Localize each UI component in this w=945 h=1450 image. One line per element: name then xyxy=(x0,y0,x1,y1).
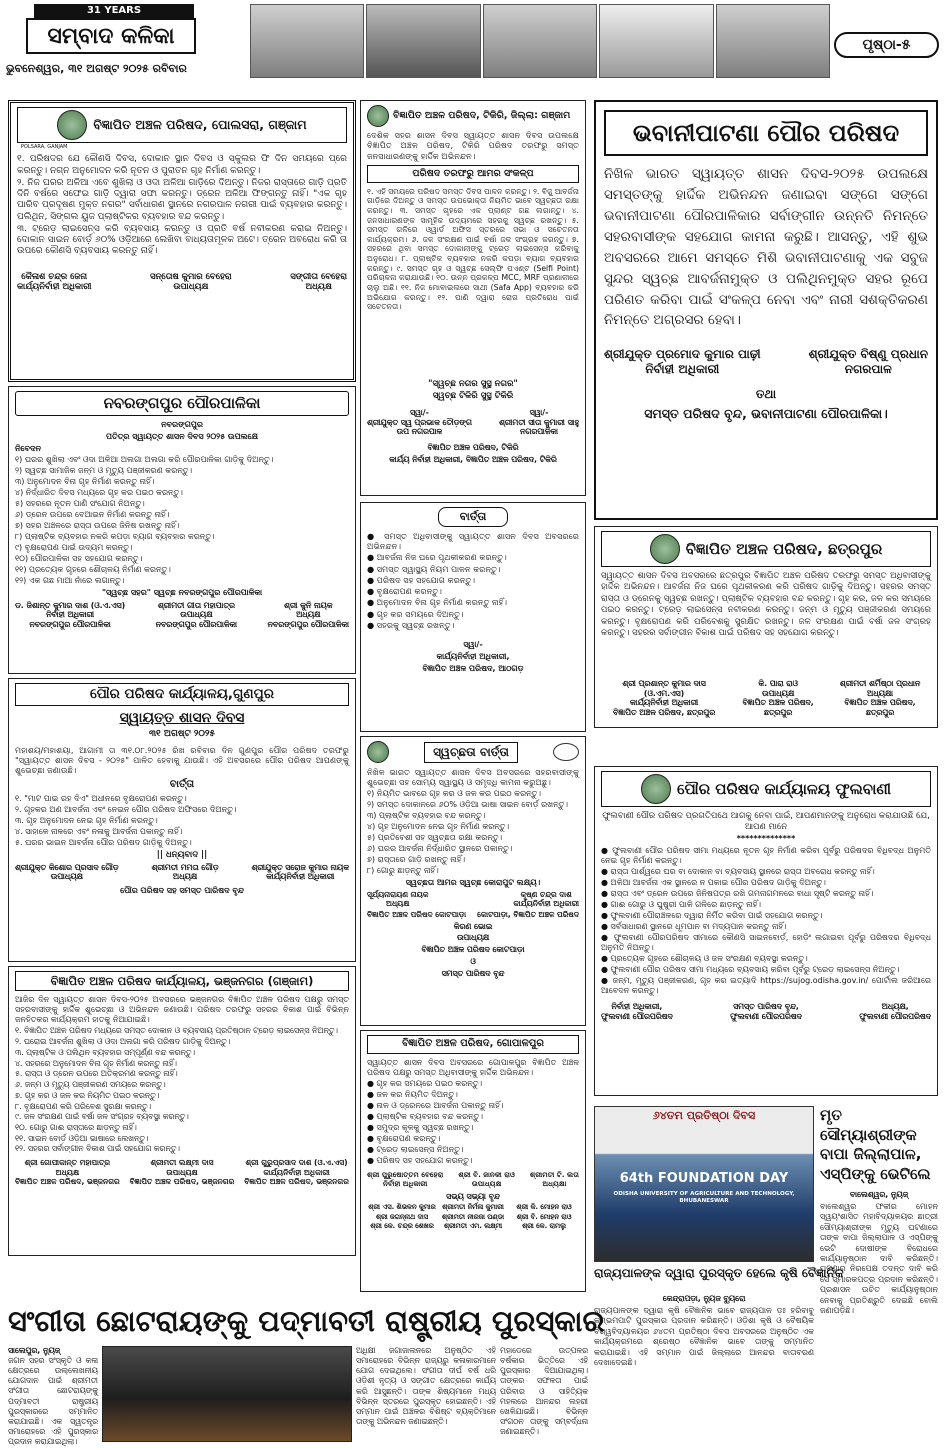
signatory: ଶ୍ରୀ କୁନି ନାୟକ ଅଧ୍ୟକ୍ଷ ନବରଙ୍ଗପୁର ପୌରପାଳିକା xyxy=(267,600,349,630)
thanks: || ଧନ୍ୟବାଦ || xyxy=(156,849,208,860)
members-grid xyxy=(367,1203,579,1230)
masthead-dateline: ଭୁବନେଶ୍ୱର, ୩୧ ଅଗଷ୍ଟ ୨୦୨୫ ରବିବାର xyxy=(6,62,187,75)
list-item: ୮. ବୃକ୍ଷରୋପଣ କରି ପରିବେଶ ସୁରକ୍ଷା କରନ୍ତୁ। xyxy=(15,1101,152,1111)
signature-row xyxy=(601,679,931,718)
list-item: ୬. ଜନ୍ମ ଓ ମୃତ୍ୟୁ ପଞ୍ଜୀକରଣ ସମୟରେ କରନ୍ତୁ। xyxy=(15,1080,166,1090)
list-item: ୯. ଜଳ ସଂରକ୍ଷଣ ପାଇଁ ବର୍ଷା ଜଳ ସଂଗ୍ରହ ବ୍ୟବସ୍ଥା କରନ୍ତୁ। xyxy=(15,1112,189,1122)
list-item: ● ଗାଈ ଗୋରୁ ଓ ଘୁଷୁରୀ ପାଳି ଗଳିରେ ଛାଡ଼ନ୍ତୁ ନାହିଁ। xyxy=(601,900,761,910)
signatory: ଶ୍ରୀ ବି. ଜାନକୀ ରାଓ ଉପାଧ୍ୟକ୍ଷ xyxy=(458,1169,515,1188)
list-item: ୧. ପରିଷଦର ଯେ କୌଣସି ଦିବସ, ଦୋକାନ ସ୍ଥାନ ଦିବସ ଓ ସ୍କୁଲର ଫି ଦିନ ସମୟରେ ପ୍ରେ କରନ୍ତୁ। ନଗ୍ନ ଅନୁମୋଦନ କରି ନୂତନ ଓ ପୁରାତନ ଗୃହ ନିର୍ମାଣ କରନ୍ତୁ। xyxy=(17,154,347,176)
soumya-body: ବାଲେଶ୍ୱର ଫକୀର ମୋହନ ସ୍ୱୟଂଶାସିତ ମହାବିଦ୍ୟାଳୟର ଛାତ୍ରୀ ସୌମ୍ୟାଶ୍ରୀଙ୍କ ମୃତ୍ୟୁ ଘଟଣାରେ ତାଙ୍କ ବାପା ଜିଲ୍ଲାପାଳ ଓ ଏସ୍‌ପିଙ୍କୁ ଭେଟି ଦୋଷୀଙ୍କ ବିରୋଧରେ କାର୍ଯ୍ୟାନୁଷ୍ଠାନ ଦାବି କରିଛନ୍ତି। ଘଟଣାର ନିରପେକ୍ଷ ତଦନ୍ତ ଦାବି କରି ସେ ସ୍ମାରକପତ୍ର ପ୍ରଦାନ କରିଛନ୍ତି। ପ୍ରଶାସନ ଉଚିତ କାର୍ଯ୍ୟାନୁଷ୍ଠାନ ନେବାକୁ ପ୍ରତିଶ୍ରୁତି ଦେଇଛି ବୋଲି ଜଣାପଡ଼ିଛି। xyxy=(820,1202,938,1315)
signatory: ଶ୍ରୀଯୁକ୍ତ ପ୍ରମୋଦ କୁମାର ପାଢ଼ୀ ନିର୍ବାହୀ ଅଧିକାରୀ xyxy=(604,347,761,377)
list-item: ● ସମସ୍ତ ସ୍ୱାସ୍ଥ୍ୟ ନିୟମ ପାଳନ କରନ୍ତୁ। xyxy=(367,563,501,574)
krushi-dateline: କେନ୍ଦ୍ରାପଡ଼ା, ନ୍ୟୁଜ ବ୍ୟୁରୋ xyxy=(662,1294,746,1303)
masthead-photo-strip xyxy=(250,4,830,78)
ad-title: ବାର୍ତ୍ତା xyxy=(438,507,508,527)
signature-row xyxy=(15,1158,349,1186)
signature-row xyxy=(367,1170,579,1188)
ad-nabarangpur xyxy=(8,386,356,674)
ad-title: ନବରଙ୍ଗପୁର ପୌରପାଳିକା xyxy=(15,391,349,416)
list-item: ● ସହରକୁ ସ୍ୱଚ୍ଛ ରଖନ୍ତୁ। xyxy=(367,619,455,630)
masthead-left xyxy=(6,4,246,82)
list-item: ୩) ଅନୁମୋଦନ ବିନା ଗୃହ ନିର୍ମାଣ କରନ୍ତୁ ନାହିଁ। xyxy=(15,476,155,486)
footer-2: କାର୍ଯ୍ୟନିର୍ବାହୀ ଅଧିକାରୀ, xyxy=(436,652,510,661)
list-item: ୮) ଗୋରୁ ଛାଡ଼ନ୍ତୁ ନାହିଁ। xyxy=(367,865,439,875)
list-item: ୨. ନିଜ ଘରର ଅଳିଆ ଏବେ ଶୁଖିଲା ଓ ଓଦା ଅଳିଆ ଗାଡ଼ିରେ ଦିଅନ୍ତୁ। ନିଜର ରାସ୍ତାରେ ଗାଡ଼ି ପ୍ରତି ଦିନି ବର୍ଷରେ ସଫେଇ ଗାଡ଼ି ଦ୍ୱାରା ସଫା କରନ୍ତୁ। ଡ୍ରେନ ଅଳିଆ ଫିଙ୍ଗନ୍ତୁ ନାହିଁ। "ଏକ ଗୃହ ପାରିବ ପ୍ରଦୂଷଣ ମୁକ୍ତ ନଗର" ସର୍ବାଧାରଣ ସ୍ଥାନରେ ନଗରପାଳ ନଗରୀ ପାଇଁ ବ୍ୟବହାର କରନ୍ତୁ। ପଲିଥିନ, ସିଙ୍ଗଲ ୟୁଜ ପ୍ଲାଷ୍ଟିକର ବ୍ୟବହାର ବନ୍ଦ କରନ୍ତୁ। xyxy=(17,177,347,222)
signatory: ଶ୍ରୀମତୀ ଗୀତା ମହାପାତ୍ର ଉପାଧ୍ୟକ୍ଷ ନବରଙ୍ଗପୁର ପୌରପାଳିକା xyxy=(155,600,238,630)
swachh-bharat-icon xyxy=(553,743,579,761)
tatha: ତଥା xyxy=(755,387,777,402)
ad-title-text: ବିଜ୍ଞାପିତ ଅଞ୍ଚଳ ପରିଷଦ, ଛତ୍ରପୁର xyxy=(685,539,883,558)
ad-title: ବିଜ୍ଞାପିତ ଅଞ୍ଚଳ ପରିଷଦ, ଗୋପାଳପୁର xyxy=(367,1035,579,1054)
footer-3: ସମସ୍ତ ପାରିଷଦ ବୃନ୍ଦ xyxy=(441,968,505,978)
sangita-headline: ସଂଗୀତା ଛୋଟରାୟଙ୍କୁ ପଦ୍ମାବତୀ ରାଷ୍ଟ୍ରୀୟ ପୁରସ୍କାର xyxy=(8,1304,605,1338)
list-item: ୧୦. ଗୋରୁ ଗାଈ ରାସ୍ତାରେ ଛାଡ଼ନ୍ତୁ ନାହିଁ। xyxy=(15,1122,137,1132)
member: ଶ୍ରୀମତୀ ନିର୍ମଳା କୁମାରୀ xyxy=(442,1203,504,1212)
member: ଶ୍ରୀ କେ. ରାମଲୁ xyxy=(522,1222,566,1231)
slogan-2: ସ୍ୱଚ୍ଛ ଟିକିରି ସୁସ୍ଥ ଟିକିରି xyxy=(432,391,514,402)
member: ଶ୍ରୀ ଏସ. ଶିଭଳନ କୁମାର xyxy=(368,1203,436,1212)
list-item: ● ଟ୍ରେଡ଼ ଲାଇସେନ୍ସ ନିଅନ୍ତୁ। xyxy=(367,1144,464,1154)
intro-text: ଆଜିର ଦିନ ସ୍ୱାୟତ୍ତ ଶାସନ ଦିବସ-୨୦୨୫ ଅବସରରେ ଭଞ୍ଜନଗର ବିଜ୍ଞାପିତ ଅଞ୍ଚଳ ପରିଷଦ ପକ୍ଷରୁ ସମସ୍ତ ସହରବାସୀଙ୍କୁ ହାର୍ଦ୍ଦିକ ଶୁଭେଚ୍ଛା ଓ ଅଭିନନ୍ଦନ ଜଣାଉଛି। ପରିଷଦ ତରଫରୁ ସହରର ବିକାଶ ପାଇଁ ବିଭିନ୍ନ ଜନହିତକର କାର୍ଯ୍ୟକ୍ରମ ହାତକୁ ନିଆଯାଇଛି। xyxy=(15,995,349,1025)
footer-1: ବିଜ୍ଞାପିତ ଅଞ୍ଚଳ ପରିଷଦ କୋଟପାଡ଼ା xyxy=(421,945,525,955)
signatory: ସ୍ୱା/- ଶ୍ରୀଯୁକ୍ତ ସ୍ୱ ପ୍ରଭାକ ତୌଡ଼ଙ୍ଗ ଉପ ନଗରପାଳ xyxy=(367,407,472,437)
footer-3: ବିଜ୍ଞାପିତ ଅଞ୍ଚଳ ପରିଷଦ, ଆଠଗଡ଼ xyxy=(422,664,524,673)
banner-english: 64th FOUNDATION DAY xyxy=(619,1171,789,1186)
lead: ନିବେଦନ xyxy=(15,443,41,453)
list-item: ● ଫୁଲବାଣୀ ପୌରପରିଷଦ ସୀମାରେ କୌଣସି ସାଇନବୋର୍ଡ଼, ହୋଡ଼ିଂ ଲଗାଇବା ପୂର୍ବରୁ ପରିଷଦର ବିଧିବଦ୍ଧ ଅନୁମତି ନିଅନ୍ତୁ। xyxy=(601,933,931,953)
list-item: ୪) ନିର୍ଦ୍ଧାରିତ ଦିବସ ମଧ୍ୟରେ ଗୃହ କର ପଇଠ କରନ୍ତୁ। xyxy=(15,487,183,497)
signatory: ସନ୍ତୋଷ କୁମାର ବେହେରା ଉପାଧ୍ୟକ୍ଷ xyxy=(150,271,232,293)
list-item: ୪. ସହରରେ ଅନୁମୋଦନ ବିନା ଗୃହ ନିର୍ମାଣ କରନ୍ତୁ ନାହିଁ। xyxy=(15,1058,177,1068)
signatory: କି. ପାରା ରାଓ ଉପାଧ୍ୟକ୍ଷ ବିଜ୍ଞାପିତ ଅଞ୍ଚଳ ପରିଷଦ, ଛତ୍ରପୁର xyxy=(742,679,814,718)
member: ଶ୍ରୀମତୀ ଏମ. ଲକ୍ଷ୍ମୀ xyxy=(443,1222,503,1231)
body-text: ସ୍ୱାୟତ୍ତ ଶାସନ ଦିବସ ଅବସରରେ ଛତ୍ରପୁର ବିଜ୍ଞାପିତ ଅଞ୍ଚଳ ପରିଷଦ ତରଫରୁ ସମସ୍ତ ଅଧିବାସୀଙ୍କୁ ହାର୍ଦ୍ଦିକ ଅଭିନନ୍ଦନ। ଆବର୍ଜନା ନିଜ ଘରେ ପୃଥକୀକରଣ କରି ପରିଷଦ ଗାଡ଼ିକୁ ଦିଅନ୍ତୁ। ସହରର ସମସ୍ତ ରାସ୍ତା ଓ ଡ୍ରେନକୁ ସ୍ୱଚ୍ଛ ରଖନ୍ତୁ। ପ୍ଲାଷ୍ଟିକ ବ୍ୟବହାର ବନ୍ଦ କରନ୍ତୁ। ଗୃହ କର, ଜଳ କର ସମୟରେ ପଇଠ କରନ୍ତୁ। ଟ୍ରେଡ଼ ଲାଇସେନ୍ସ ନବୀକରଣ କରନ୍ତୁ। ଜନ୍ମ ଓ ମୃତ୍ୟୁ ପଞ୍ଜୀକରଣ ସମୟରେ କରନ୍ତୁ। ବୃକ୍ଷରୋପଣ କରି ପରିବେଶକୁ ସୁରକ୍ଷିତ ରଖନ୍ତୁ। ଜଳ ସଂରକ୍ଷଣ ପାଇଁ ବର୍ଷା ଜଳ ସଂଗ୍ରହ କରନ୍ତୁ। ସହରର ସର୍ବାଙ୍ଗୀନ ବିକାଶ ପାଇଁ ପରିଷଦ ସହ ସହଯୋଗ କରନ୍ତୁ। xyxy=(601,571,931,639)
signatory: ଶ୍ରୀ ପୁରୁଷୋତ୍ତମ ବେହେରା ନିର୍ବାହୀ ଅଧିକାରୀ xyxy=(367,1169,444,1188)
org-name: ବିଜ୍ଞାପିତ ଅଞ୍ଚଳ ପରିଷଦ କୋଟପାଡ଼ା xyxy=(367,910,467,920)
award-ceremony-photo xyxy=(102,1346,352,1442)
list-item: ● ନାଳ ଓ ଡ୍ରେନରେ ଆବର୍ଜନା ପକାନ୍ତୁ ନାହିଁ। xyxy=(367,1100,504,1110)
org-name: କୋଟପାଡ଼ା, ବିଜ୍ଞାପିତ ଅଞ୍ଚଳ ପରିଷଦ xyxy=(477,910,579,920)
list-item: ୯) ବୃକ୍ଷରୋପଣ ପାଇଁ ଉଦ୍ୟମ କରନ୍ତୁ। xyxy=(15,542,133,552)
signatory: ଶ୍ରୀ ଗୋପୀକାନ୍ତ ମହାପାତ୍ର ଅଧ୍ୟକ୍ଷ ବିଜ୍ଞାପିତ ଅଞ୍ଚଳ ପରିଷଦ, ଭଞ୍ଜନଗର xyxy=(15,1158,120,1187)
list-item: ● ସର୍ବସାଧାରଣ ସ୍ଥାନରେ ଧୂମପାନ ବା ମଦ୍ୟପାନ କରନ୍ତୁ ନାହିଁ। xyxy=(601,922,787,932)
ad-polsara xyxy=(8,100,356,382)
list-item: ● ବୃକ୍ଷରୋପଣ କରନ୍ତୁ। xyxy=(367,586,442,596)
ad-title-text: ବିଜ୍ଞାପିତ ଅଞ୍ଚଳ ପରିଷଦ, ପୋଲସରା, ଗଞ୍ଜାମ xyxy=(93,117,307,133)
signatory: ନିର୍ବାହୀ ଅଧିକାରୀ, ଫୁଲବାଣୀ ପୌରପରିଷଦ xyxy=(601,1002,673,1021)
slogan: "ସ୍ୱଚ୍ଛ ସହର" ସ୍ୱଚ୍ଛ ନବରଙ୍ଗପୁର ପୌରପାଳିକା xyxy=(101,587,263,597)
intro-text: ଫୁଲବାଣୀ ପୌର ପରିଷଦ ପ୍ରଗତିପଥେ ଆଗକୁ ନେବା ପାଇଁ, ଆପଣମାନଙ୍କୁ ଅନୁରୋଧ କରାଯାଉଛି ଯେ, ଆପଣ ମାନେ xyxy=(602,811,930,832)
banner-university: ODISHA UNIVERSITY OF AGRICULTURE AND TECHNOLOGY, BHUBANESWAR xyxy=(613,1191,795,1204)
list-item: ୧୨) ଏକ ଗଛ ମାଆ ନାଁରେ ଲଗାନ୍ତୁ। xyxy=(15,575,125,585)
list-item: ୧. ବିଜ୍ଞାପିତ ଅଞ୍ଚଳ ପରିଷଦ ମଧ୍ୟରେ ସମସ୍ତ ଦୋକାନ ଓ ବ୍ୟବସାୟ ପ୍ରତିଷ୍ଠାନ ଟ୍ରେଡ଼ ଲାଇସେନ୍ସ ନିଅନ୍ତୁ। xyxy=(15,1026,338,1036)
footer-2: କାର୍ଯ୍ୟ ନିର୍ବାହୀ ଅଧିକାରୀ, ବିଜ୍ଞାପିତ ଅଞ୍ଚଳ ପରିଷଦ, ଟିକିରି xyxy=(389,454,557,464)
list-item: ୧୨. ସହରର ସର୍ବାଙ୍ଗୀନ ବିକାଶ ପାଇଁ ସହଯୋଗ କରନ୍ତୁ। xyxy=(15,1144,180,1154)
ad-barta xyxy=(360,502,586,732)
ad-tikiri-title xyxy=(367,105,579,127)
ad-header xyxy=(367,741,579,763)
list-item: ୭) ସହର ଅଞ୍ଚଳରେ ରାସ୍ତା ଉପରେ ଜିନିଷ ରଖନ୍ତୁ ନାହିଁ। xyxy=(15,520,180,530)
signature-row xyxy=(17,272,347,293)
list-item: ● ଜନ୍ମ, ମୃତ୍ୟୁ ପଞ୍ଜୀକରଣ, ଗୃହ କର ଇତ୍ୟାଦି https://sujog.odisha.gov.in/ ପୋର୍ଟାଲ ଜରିଆରେ ଆବେଦନ କରନ୍ତୁ। xyxy=(601,976,931,996)
list-item: ● ଗୃହ କର ସମୟରେ ଦିଅନ୍ତୁ। xyxy=(367,608,464,619)
signatory: ଶ୍ରୀମତୀ ଟି. ଲତା ଅଧ୍ୟକ୍ଷା xyxy=(529,1169,579,1188)
signatory: ଶ୍ରୀମତୀ ଶର୍ମିଷ୍ଠା ପ୍ରଧାନ ଅଧ୍ୟକ୍ଷା ବିଜ୍ଞାପିତ ଅଞ୍ଚଳ ପରିଷଦ, ଛତ୍ରପୁର xyxy=(839,679,921,718)
list-item: ୧୧) ପ୍ରତ୍ୟେକ ଗୃହରେ ଶୌଚାଳୟ ନିର୍ମାଣ କରନ୍ତୁ। xyxy=(15,564,171,574)
list-item: ୮) ପ୍ଲାଷ୍ଟିକ ବ୍ୟବହାର ନକରି କପଡ଼ା ବ୍ୟାଗ ବ୍ୟବହାର କରନ୍ତୁ। xyxy=(15,531,215,541)
signatory: କୈଳାଶ ଚନ୍ଦ୍ର ଜେନା କାର୍ଯ୍ୟନିର୍ବାହୀ ଅଧିକାରୀ xyxy=(17,271,92,293)
ad-bhanjanagar xyxy=(8,966,356,1256)
soumya-headline: ମୃତ ସୌମ୍ୟାଶ୍ରୀଙ୍କ ବାପା ଜିଲ୍ଲାପାଳ, ଏସ୍‌ପିଙ୍କୁ ଭେଟିଲେ xyxy=(820,1106,931,1183)
footer: ପୌର ପରିଷଦ ସହ ସମସ୍ତ ପାରିଷଦ ବୃନ୍ଦ xyxy=(120,885,244,895)
list-item: ● ଅନୁମୋଦନ ବିନା ଗୃହ ନିର୍ମାଣ କରନ୍ତୁ ନାହିଁ। xyxy=(367,597,508,608)
list-item: ● ଆବର୍ଜନା ନିଜ ଘରେ ପୃଥକୀକରଣ କରନ୍ତୁ। xyxy=(367,552,507,563)
slogan: ସ୍ୱଚ୍ଛତା ଆମର ସ୍ୱଚ୍ଛ କୋରାପୁଟ ଲକ୍ଷ୍ୟ। xyxy=(405,877,541,887)
member: ଶ୍ରୀ କି. ମୋହନ ରାଓ xyxy=(516,1203,572,1212)
list-item: ● ଫୁଲବାଣୀ ପୌର ପରିଷଦ ସୀମା ମଧ୍ୟରେ ବ୍ୟବସାୟ କରିବା ପୂର୍ବରୁ ଟ୍ରେଡ଼ ଲାଇସେନ୍ସ ନିଅନ୍ତୁ। xyxy=(601,965,900,975)
member: ଶ୍ରୀ ବି. ମୋହନ ରାଓ xyxy=(516,1212,572,1221)
masthead-photo xyxy=(483,4,597,78)
item-list xyxy=(15,455,349,586)
chatrapur-emblem-icon xyxy=(650,534,680,564)
intro-text: ନିଖିଳ ଭାରତ ସ୍ୱାୟତ୍ତ ଶାସନ ଦିବସ ଅବସରରେ ସହରବାସୀଙ୍କୁ ଶୁଭେଚ୍ଛା ସହ ସୋମ୍ୟ ସ୍ୱାସ୍ଥ୍ୟ ଓ ସମୃଦ୍ଧି କାମନା କରୁଅଛୁ। xyxy=(367,767,579,788)
emblem-caption: POLSARA, GANJAM xyxy=(21,144,68,150)
signatory: ସ୍ୱା/- ଶ୍ରୀମତୀ ସୀତା କୁମାରୀ ସାହୁ ନଗରପାଳିକା xyxy=(498,407,579,437)
footer-2: ଓ xyxy=(470,956,476,966)
list-item: ● ରାସ୍ତା ପାର୍ଶ୍ୱରେ ଘର ବା ଦୋକାନ ବା ବ୍ୟବସାୟ ସ୍ଥାନରେ ରାସ୍ତା ଅବରୋଧ କରନ୍ତୁ ନାହିଁ। xyxy=(601,867,875,877)
vice-chair-role: ଉପାଧ୍ୟକ୍ଷ xyxy=(456,933,490,943)
ad-chatrapur xyxy=(594,526,938,728)
sub-1: ନବରଙ୍ଗପୁର xyxy=(161,419,203,429)
slogan: "ସ୍ୱଚ୍ଛ ନଗର ସୁସ୍ଥ ନଗର" xyxy=(428,378,518,389)
sangita-col-1: ଜଗନ ସହର ସଂସ୍କୃତି ଓ କଳା କ୍ଷେତ୍ରରେ ଉଲ୍ଲେଖନୀୟ ଯୋଗଦାନ ପାଇଁ ଶ୍ରୀମତୀ ସଂଗୀତା ଛୋଟରାୟଙ୍କୁ ପଦ୍ମାବତୀ ରାଷ୍ଟ୍ରୀୟ ପୁରସ୍କାରରେ ସମ୍ମାନିତ କରାଯାଇଛି। ଏକ ସ୍ୱତନ୍ତ୍ର ସମାରୋହରେ ଏହି ପୁରସ୍କାର ପ୍ରଦାନ କରାଯାଇଥିଲା। xyxy=(8,1356,98,1446)
polsara-emblem-icon xyxy=(57,110,87,140)
ad-tikiri xyxy=(360,100,586,496)
ad-title: ସ୍ୱଚ୍ଛତା ବାର୍ତ୍ତା xyxy=(424,742,518,763)
list-item: ୨. ଗୃହକର ଅଣ ଆବର୍ଜନା ଏବଂ ନେଇନ ପୌର ପରିଷଦ ଅଫିସରେ ଦିଅନ୍ତୁ। xyxy=(15,804,237,814)
members-heading: ସଭ୍ୟ ସଭ୍ୟା ବୃନ୍ଦ xyxy=(446,1191,500,1201)
member: ଶ୍ରୀ କେ. ଚନ୍ଦ୍ର ଶେଖର xyxy=(370,1222,434,1231)
list-item: ● ପ୍ରତ୍ୟେକ ଗୃହରେ ଶୌଚାଳୟ ଓ ଜଳ ସଂରକ୍ଷଣ ବ୍ୟବସ୍ଥା କରନ୍ତୁ। xyxy=(601,954,808,964)
footer: ବିଜ୍ଞାପିତ ଅଞ୍ଚଳ ପରିଷଦ, ଟିକିରି xyxy=(427,443,519,453)
list-item: ● ଜଳ କର ନିୟମିତ ଦିଅନ୍ତୁ। xyxy=(367,1089,458,1099)
list-item: ୫. ଘରର ଭାଇନ ଆବର୍ଜନା ପୌର ପରିଷଦ ଗାଡ଼ିକୁ ଦିଅନ୍ତୁ। xyxy=(15,837,192,847)
phulbani-emblem-icon xyxy=(641,774,671,804)
list-item: ୫) ପ୍ରତିବେଶୀ ସହ ସ୍ୱଚ୍ଛତା ରକ୍ଷା କରନ୍ତୁ। xyxy=(367,832,503,842)
list-item: ● ପରିଷଦ ସହ ସହଯୋଗ କରନ୍ତୁ। xyxy=(367,574,476,585)
signatory: ସୂର୍ଯ୍ୟନାରାୟଣ ନାୟକ ଅଧ୍ୟକ୍ଷ xyxy=(367,889,429,908)
list-item: ୬) ଡ୍ରେନ ଉପରେ ବେଆଇନ ନିର୍ମାଣ କରନ୍ତୁ ନାହିଁ। xyxy=(15,509,170,519)
list-item: ୩. ଟ୍ରେଡ଼ ଲାଇସେନ୍ସ କରି ବ୍ୟବସାୟ କରନ୍ତୁ ଓ ପ୍ରତି ବର୍ଷ ନବୀକରଣ କରାଇ ନିଅନ୍ତୁ। ଦୋକାନ ସାଇନ ବୋର୍ଡ଼ ୬୦% ଓଡ଼ିଆରେ ଲେଖିବା ବାଧ୍ୟତାମୂଳକ ଅଟେ। ତ୍ରେନ ଅବରୋଧ କରି ତା ଉପରେ କୌଣସି ବ୍ୟବସାୟ କରନ୍ତୁ ନାହିଁ। xyxy=(17,223,347,257)
signatory: ଶ୍ରୀଯୁକ୍ତ ସରୋଜ କୁମାର ନାୟକ କାର୍ଯ୍ୟନିର୍ବାହୀ ଅଧିକାରୀ xyxy=(251,862,349,882)
ad-bhawani-title: ଭବାନୀପାଟଣା ପୌର ପରିଷଦ xyxy=(604,110,928,156)
signature-row xyxy=(367,890,579,909)
signature-row xyxy=(367,408,579,437)
intro-text: ସ୍ୱାୟତ୍ତ ଶାସନ ଦିବସ ଅବସରରେ ଗୋପାଳପୁର ବିଜ୍ଞାପିତ ଅଞ୍ଚଳ ପରିଷଦ ପକ୍ଷରୁ ସମସ୍ତ ଅଧିବାସୀଙ୍କୁ ହାର୍ଦ୍ଦିକ ଅଭିନନ୍ଦନ। xyxy=(367,1057,579,1077)
list-item: ● ରାସ୍ତା ଏବଂ ଡ୍ରେନ ଉପରେ ଜିନିଷପତ୍ର ରଖି ଗମନାଗମନରେ ବାଧା ସୃଷ୍ଟି କରନ୍ତୁ ନାହିଁ। xyxy=(601,889,874,899)
signature-row xyxy=(15,863,349,882)
krushi-headline: ରାଜ୍ୟପାଳଙ୍କ ଦ୍ୱାରା ପୁରସ୍କୃତ ହେଲେ କୃଷି ବୈଜ୍ଞାନିକ xyxy=(594,1266,844,1280)
ad-title-text: ବିଜ୍ଞାପିତ ଅଞ୍ଚଳ ପରିଷଦ, ଟିକିରି, ଜିଲ୍ଲା: ଗଞ୍ଜାମ xyxy=(393,110,571,122)
list-item: ● ପ୍ଲାଷ୍ଟିକ ବ୍ୟବହାର ବନ୍ଦ କରନ୍ତୁ। xyxy=(367,1111,483,1121)
ad-title xyxy=(601,531,931,567)
list-item: ● ଅଳିଆ ଆବର୍ଜନା ଏକ ସ୍ଥାନରେ ନ ପକାଇ ପୌର ପରିଷଦ ଗାଡ଼ିକୁ ଦିଅନ୍ତୁ। xyxy=(601,878,826,888)
ad-phulbani xyxy=(594,766,938,1096)
list-item: ୫) ସହରରେ ନୂତନ ପାଣି ସଂଯୋଗ ନିଅନ୍ତୁ। xyxy=(15,498,145,508)
list-item: ୧୦) ପୌରପାଳିକା ସହ ସହଯୋଗ କରନ୍ତୁ। xyxy=(15,553,143,563)
member: ଶ୍ରୀ ଜଗନ୍ନାଥ ଦାସ xyxy=(375,1212,429,1221)
list-item: ୬) ଘରର ଆବର୍ଜନା ନିର୍ଦ୍ଧାରିତ ସ୍ଥାନରେ ପକାନ୍ତୁ। xyxy=(367,843,513,853)
koraput-emblem-icon xyxy=(367,741,389,763)
signature-row xyxy=(604,347,928,377)
masthead-photo xyxy=(250,4,364,78)
signatory: ଶ୍ରୀଯୁକ୍ତ କିଶୋର ପ୍ରସାଦ ଗୌଡ଼ ଉପାଧ୍ୟକ୍ଷ xyxy=(15,862,119,882)
list-item: ୪. ସାହାଳେ ନାଳରେ ଏବଂ ନଳାକୁ ଆବର୍ଜନା ପକାନ୍ତୁ ନାହିଁ। xyxy=(15,826,183,836)
signatory: ସମସ୍ତ ପାରିଷଦ ବୃନ୍ଦ, ଫୁଲବାଣୀ ପୌରପରିଷଦ xyxy=(730,1002,802,1021)
list-item: ୧. "ମାଟ ପାଇ ରହ ଦିଏ" ଅଧୀନରେ ବୃକ୍ଷରୋପଣ କରନ୍ତୁ। xyxy=(15,793,187,803)
ad-title: ପୌର ପରିଷଦ କାର୍ଯ୍ୟାଳୟ,ଗୁଣପୁର xyxy=(15,683,349,706)
newspaper-logo: ସମ୍ବାଦ କଳିକା xyxy=(26,18,196,54)
signature-row xyxy=(15,601,349,630)
ad-gunupur xyxy=(8,678,356,962)
list-item: ● ସମସ୍ତ ଅଧିବାସୀଙ୍କୁ ସ୍ୱାୟତ୍ତ ଶାସନ ଦିବସ ଅବସରରେ ଅଭିନନ୍ଦନ। xyxy=(367,530,579,551)
subheading: ପରିଷଦ ତରଫରୁ ଆମର ସଂକଳ୍ପ xyxy=(367,165,579,183)
body-text: ନିଖିଳ ଭାରତ ସ୍ୱାୟତ୍ତ ଶାସନ ଦିବସ-୨୦୨୫ ଉପଲକ୍ଷେ ସମସ୍ତଙ୍କୁ ହାର୍ଦ୍ଦିକ ଅଭିନନ୍ଦନ ଜଣାଇବା ସଙ୍ଗେ ସଙ୍ଗେ ଭବାନୀପାଟଣା ପୌରପାଳିକାର ସର୍ବାଙ୍ଗୀନ ଉନ୍ନତି ନିମନ୍ତେ ସହରବାସୀଙ୍କ ସହଯୋଗ କାମନା କରୁଛି। ଆସନ୍ତୁ, ଏହି ଶୁଭ ଅବସରରେ ଆମେ ସମସ୍ତେ ମିଶି ଭବାନୀପାଟଣାକୁ ଏକ ସବୁଜ ସୁନ୍ଦର ସ୍ୱଚ୍ଛ ଆବର୍ଜନାମୁକ୍ତ ଓ ପଲିଥିନମୁକ୍ତ ସହର ରୂପେ ପରିଣତ କରିବା ପାଇଁ ସଂକଳ୍ପ ନେବା ଏବଂ ନାରୀ ସଶକ୍ତିକରଣ ନିମନ୍ତେ ଅଗ୍ରସର ହେବା। xyxy=(604,166,928,329)
sangita-dateline: ସାଲେପୁର, ନ୍ୟୁଜ୍ xyxy=(8,1346,61,1355)
barta-heading: ବାର୍ତ୍ତା xyxy=(169,779,195,791)
ad-bhawanipatna xyxy=(594,100,938,520)
list-item: ୪) ଗୃହ ଅନୁମୋଦନ ନେଇ ଗୃହ ନିର୍ମାଣ କରନ୍ତୁ। xyxy=(367,821,510,831)
list-item: ● ପରିଷଦ ସହ ସହଯୋଗ କରନ୍ତୁ। xyxy=(367,1155,473,1165)
signatory: ଶ୍ରୀଯୁକ୍ତ ବିଷ୍ଣୁ ପ୍ରଧାନ ନଗରପାଳ xyxy=(808,347,928,377)
masthead xyxy=(0,0,945,84)
list-item: ୩. ପ୍ଲାଷ୍ଟିକ ଓ ପଲିଥିନ ବ୍ୟବହାର ସମ୍ପୂର୍ଣ୍ଣ ବନ୍ଦ କରନ୍ତୁ। xyxy=(15,1047,195,1057)
signatory: କୃଷ୍ଣ ଚନ୍ଦ୍ର ଦାଶ କାର୍ଯ୍ୟନିର୍ବାହୀ ଅଧିକାରୀ xyxy=(513,889,579,908)
list-item: ● ଫୁଲବାଣୀ ପୌରାଞ୍ଚଳରେ ଦ୍ୱାରା ନିର୍ମିତ କରିବା ପାଇଁ ସହଯୋଗ କରନ୍ତୁ। xyxy=(601,911,823,921)
list-item: ● ବୃକ୍ଷରୋପଣ କରନ୍ତୁ। xyxy=(367,1133,441,1143)
body-text: ୧. ଏହି ସମୟରେ ପରିଷଦ ସମସ୍ତ ଦିବସ ପାଳନ କରନ୍ତୁ। ୨. ବିଜୁ ଆବର୍ଜନା ଗାଡ଼ିରେ ଦିଅନ୍ତୁ ଓ ସମସ୍ତ ଉପଭୋକ୍ତା ନିୟମିତ ଭାବେ ସ୍ୱଚ୍ଛତା ରକ୍ଷା କରନ୍ତୁ। ୩. ସମସ୍ତ ଗୃହରେ ଏକ ପ୍ଲାଣ୍ଟ ଗଛ ଲଗାନ୍ତୁ। ୪. ଜନସାଧାରଣଙ୍କ ସାମୂହିକ ଉଦ୍ୟମରେ ସହରକୁ ସ୍ୱଚ୍ଛ ରଖନ୍ତୁ। ୫. ସମସ୍ତ ଗଳିରେ ଓ୍ୱାର୍ଡ ଅଫିସ ସ୍ତରରେ ସଭା ଓ ସଚେତନତା କାର୍ଯ୍ୟକ୍ରମ। ୬. ଜଳ ସଂରକ୍ଷଣ ପାଇଁ ବର୍ଷା ଜଳ ସଂଗ୍ରହ କରନ୍ତୁ। ୭. ସହରରେ ଥିବା ସମସ୍ତ ଦୋକାନୀଙ୍କୁ ଟ୍ରେଡ଼ ଲାଇସେନ୍ସ କରିବାକୁ ଅନୁରୋଧ। ୮. ପ୍ଲାଷ୍ଟିକ ବ୍ୟବହାର ନକରି କପଡ଼ା ବ୍ୟାଗ ବ୍ୟବହାର କରନ୍ତୁ। ୯. ସମସ୍ତ ଗୃହ ଓ ସ୍ୱଚ୍ଛ ସେଲ୍ଫି ପଏଣ୍ଟ (Selfi Point) ପରିଚାଳନା କରାଯାଉଛି। ୧୦. ଉନ୍ନ ପ୍ରକଳ୍ପ MCC, MRF ପ୍ରଣାଳୀରେ ଚାଲୁ ଅଛି। ୧୧. ନିଜ ମୋବାଇଲରେ ସାଥୀ (Safa App) ବ୍ୟବହାର କରି ଅଭିଯୋଗ କରନ୍ତୁ। ୧୨. ପାଣି ଦ୍ୱାରା ରୋଗ ପ୍ରତିରୋଧ ପାଇଁ ସଚେତନତା। xyxy=(367,186,579,312)
list-item: ୧) ଘରର ଶୁଖିଲା ଏବଂ ଓଦା ଅଳିଆ ଅଲଗା ଅଲଗା କରି ପୌରପାଳିକା ଗାଡ଼ିକୁ ଦିଅନ୍ତୁ। xyxy=(15,454,274,464)
sub: ସ୍ୱାୟତ୍ତ ଶାସନ ଦିବସ xyxy=(119,709,245,726)
signatory: ଶ୍ରୀମତୀ ଲକ୍ଷ୍ମୀ ଦାସ ଉପାଧ୍ୟକ୍ଷ ବିଜ୍ଞାପିତ ଅଞ୍ଚଳ ପରିଷଦ, ଭଞ୍ଜନଗର xyxy=(129,1158,235,1187)
signature-row-2 xyxy=(367,910,579,919)
signatory: ସଙ୍ଗୀତା ବେହେରା ଅଧ୍ୟକ୍ଷ xyxy=(290,271,347,293)
date: ୩୧ ଅଗଷ୍ଟ ୨୦୨୫ xyxy=(148,729,216,740)
vice-chair-name: କିରଣ ଭୋଇ xyxy=(453,921,493,931)
masthead-photo xyxy=(716,4,830,78)
soumya-dateline: ବାଲେଶ୍ୱର, ନ୍ୟୁଜ୍ xyxy=(849,1190,909,1199)
foundation-day-photo xyxy=(594,1106,814,1262)
list-item: ୧୧. ସାଇନ ବୋର୍ଡ଼ ଓଡ଼ିଆ ଭାଷାରେ ଲେଖନ୍ତୁ। xyxy=(15,1133,149,1143)
list-item: ୭. ଗୃହ କର ଓ ଜଳ କର ନିୟମିତ ପଇଠ କରନ୍ତୁ। xyxy=(15,1090,160,1100)
years-badge: 31 YEARS xyxy=(34,4,194,18)
masthead-photo xyxy=(366,4,480,78)
list-item: ୩) ପ୍ଲାଷ୍ଟିକ ବ୍ୟବହାର ବନ୍ଦ କରନ୍ତୁ। xyxy=(367,810,486,820)
sangita-col-3: ମହାଡେରେ ଉତ୍ପଳର ବର୍ଷକାର ଭିତ୍ତିରେ ଏହି ପୁରସ୍କାର ଦିଆଯାଇଥିଲା। ତାଙ୍କର ସଫଳତା ପାଇଁ ପରିବାର ଓ ସାହିତ୍ୟିକ ମହଲରେ ଆନନ୍ଦର ଲହରୀ ଖେଳିଯାଇଛି। ବିଭିନ୍ନ ସଂଗଠନ ତାଙ୍କୁ ସମ୍ବର୍ଦ୍ଧନା ଜଣାଇଛନ୍ତି। xyxy=(500,1346,588,1436)
list-item: ● ଫୁଲବାଣୀ ପୌର ପରିଷଦ ସୀମା ମଧ୍ୟରେ ନୂତନ ଗୃହ ନିର୍ମାଣ କରିବା ପୂର୍ବରୁ ପରିଷଦର ବିଧିବଦ୍ଧ ଅନୁମତି ନେଇ ଗୃହ ନିର୍ମାଣ କରନ୍ତୁ। xyxy=(601,846,931,866)
signatory: ଅଧ୍ୟକ୍ଷ, ଫୁଲବାଣୀ ପୌରପରିଷଦ xyxy=(859,1002,931,1021)
ad-title-text: ପୌର ପରିଷଦ କାର୍ଯ୍ୟାଳୟ ଫୁଲବାଣୀ xyxy=(676,779,892,798)
list-item: ୭) ରାସ୍ତାରେ ଗାଡ଼ି ରଖନ୍ତୁ ନାହିଁ। xyxy=(367,854,466,864)
list-item: ୨. ଘରୋଇ ଆବର୍ଜନା ଶୁଖିଲା ଓ ଓଦା ଅଲଗା କରି ପରିଷଦ ଗାଡ଼ିକୁ ଦିଅନ୍ତୁ। xyxy=(15,1037,231,1047)
footer-1: ସ୍ୱା/- xyxy=(463,640,483,649)
list-item: ୨) ସମସ୍ତ ଦୋକାନରେ ୬୦% ଓଡ଼ିଆ ଭାଷା ସାଇନ ବୋର୍ଡ଼ ରଖନ୍ତୁ। xyxy=(367,799,568,809)
signatory: ଶ୍ରୀ ଗୁରୁପ୍ରସାଦ ଦାଶ (ଓ.ଏ.ଏସ) କାର୍ଯ୍ୟନିର୍ବାହୀ ଅଧିକାରୀ ବିଜ୍ଞାପିତ ଅଞ୍ଚଳ ପରିଷଦ, ଭଞ୍ଜନଗର xyxy=(244,1158,349,1187)
member: ଶ୍ରୀମତୀ ନୀରଜା ପଣ୍ଡା xyxy=(441,1212,505,1221)
list-item: ୨) ସ୍ୱଚ୍ଛ ସାମାଜିକ ଜନ୍ମ ଓ ମୃତ୍ୟୁ ପଞ୍ଜୀକରଣ କରନ୍ତୁ। xyxy=(15,465,193,475)
signatory: ଡ. ଜିଶାନ୍ତ କୁମାର ଦାଶ (ଓ.ଏ.ଏସ) ନିର୍ବାହୀ ଅଧିକାରୀ ନବରଙ୍ଗପୁର ପୌରପାଳିକା xyxy=(15,600,126,630)
tikiri-emblem-icon xyxy=(367,105,389,127)
list-item: ୧) ନିୟମିତ ଭାବରେ ଗୃହ କର ଓ ଜଳ କର ପଇଠ କରନ୍ତୁ। xyxy=(367,788,541,798)
intro-text: ମହାଶୟ/ମହାଶୟା, ଆଗାମୀ ତା ୩୧.୦୮.୨୦୨୫ ରିଖ ରବିବାର ଦିନ ଗୁଣପୁର ପୌର ପରିଷଦ ତରଫରୁ "ସ୍ୱାୟତ୍ତ ଶାସନ ଦିବସ - ୨୦୨୫" ପାଳିତ ହେବାକୁ ଯାଉଛି। ଏହି ଅବସରରେ ପୌର ପରିଷଦ ଆପଣଙ୍କୁ ଶୁଭେଚ୍ଛା ଜଣାଉଛି। xyxy=(15,744,349,776)
masthead-photo xyxy=(599,4,713,78)
list-item: ୫. ରାସ୍ତା ଓ ଡ୍ରେନ ଉପରେ ଅତିକ୍ରମଣ କରନ୍ତୁ ନାହିଁ। xyxy=(15,1069,178,1079)
signatory: ଶ୍ରୀ ପ୍ରଶାନ୍ତ କୁମାର ଦାସ (ଓ.ଏମ.ଏସ) କାର୍ଯ୍ୟନିର୍ବାହୀ ଅଧିକାରୀ ବିଜ୍ଞାପିତ ଅଞ୍ଚଳ ପରିଷଦ, ଛତ୍ରପୁର xyxy=(613,679,716,718)
ad-gopalpur xyxy=(360,1030,586,1292)
list-item: ୩. ଗୃହ ଅନୁମୋଦନ ନେଇ ଗୃହ ନିର୍ମାଣ କରନ୍ତୁ। xyxy=(15,815,158,825)
ad-polsara-title xyxy=(17,107,347,143)
ad-title: ବିଜ୍ଞାପିତ ଅଞ୍ଚଳ ପରିଷଦ କାର୍ଯ୍ୟାଳୟ, ଭଞ୍ଜନଗର (ଗଞ୍ଜାମ) xyxy=(15,971,349,991)
footer: ସମସ୍ତ ପରିଷଦ ବୃନ୍ଦ, ଭବାନୀପାଟଣା ପୌରପାଳିକା। xyxy=(644,406,888,422)
ad-swachhata xyxy=(360,736,586,1026)
list-item: ● ଗୃହ କର ସମୟରେ ପଇଠ କରନ୍ତୁ। xyxy=(367,1078,483,1088)
banner-odia: ୬୪ତମ ପ୍ରତିଷ୍ଠା ଦିବସ xyxy=(652,1109,756,1122)
stars-divider: ************** xyxy=(736,834,796,844)
intro-text: ଦେଶିକ ସହର ଶାସନ ଦିବସ ସ୍ୱାୟତ୍ତ ଶାସନ ଦିବସ ଉପଲକ୍ଷେ ବିଜ୍ଞାପିତ ଅଞ୍ଚଳ ପରିଷଦ, ଟିକିରି ପରିଷଦ ତରଫରୁ ସମସ୍ତ ଜନସାଧାରଣଙ୍କୁ ହାର୍ଦ୍ଦିକ ଅଭିନନ୍ଦନ। xyxy=(367,130,579,161)
krushi-body: ରାଜ୍ୟପାଳଙ୍କ ଦ୍ୱାରା କୃଷି ବୈଜ୍ଞାନିକ ଭାବେ ରାଜ୍ୟପାଳ ଡ଼ଃ ହରିବାବୁ କମ୍ଭମପାଟି ପୁରସ୍କାର ପ୍ରଦାନ କରିଛନ୍ତି। ଓଡ଼ିଶା କୃଷି ଓ ବୈଷୟିକ ବିଶ୍ୱବିଦ୍ୟାଳୟର ୬୪ତମ ପ୍ରତିଷ୍ଠା ଦିବସ ଅବସରରେ ଅନୁଷ୍ଠିତ ଏକ କାର୍ଯ୍ୟକ୍ରମରେ ଶ୍ରେଷ୍ଠ ବୈଜ୍ଞାନିକ ଭାବେ ତାଙ୍କୁ ସମ୍ମାନିତ କରାଯାଇଛି। ଏହି ସମ୍ମାନ ପାଇଁ ଜିଲ୍ଲାରେ ଆନନ୍ଦର ବାତାବରଣ ଦେଖାଦେଇଛି। xyxy=(594,1306,814,1367)
list-item: ● ସମୁଦ୍ର କୂଳକୁ ସ୍ୱଚ୍ଛ ରଖନ୍ତୁ। xyxy=(367,1122,474,1132)
sangita-col-2: ଅଧିକ୍ଷୀ ଜଗାଜାଲନରେ ଅନୁଷ୍ଠିତ ଏହି ସମାରୋହରେ ବିଭିନ୍ନ ରାଜ୍ୟରୁ କଳାକାରମାନେ ଯୋଗ ଦେଇଥିଲେ। ସଂଗୀତା ଦୀର୍ଘ ବର୍ଷ ଧରି ଓଡ଼ିଶୀ ନୃତ୍ୟ ଓ ସଙ୍ଗୀତ କ୍ଷେତ୍ରରେ କାର୍ଯ୍ୟ କରି ଆସୁଛନ୍ତି। ତାଙ୍କ ଶିଷ୍ୟମାନେ ମଧ୍ୟ ବିଭିନ୍ନ ସ୍ତରରେ ପୁରସ୍କୃତ ହୋଇଛନ୍ତି। ଏହି ସମ୍ମାନ ପାଇଁ ଅଞ୍ଚଳର ବିଶିଷ୍ଟ ବ୍ୟକ୍ତିମାନେ ତାଙ୍କୁ ଅଭିନନ୍ଦନ ଜଣାଇଛନ୍ତି। xyxy=(356,1346,496,1426)
page-number: ପୃଷ୍ଠା-୫ xyxy=(834,32,939,58)
signature-row xyxy=(601,1002,931,1021)
signatory: ଶ୍ରୀମତୀ ମମତା ଗୌଡ଼ ଅଧ୍ୟକ୍ଷ xyxy=(151,862,219,882)
sub-2: ପତିତ୍ର ସ୍ୱାୟତ୍ତ ଶାସନ ଦିବସ ୨୦୨୫ ଉପଲକ୍ଷେ xyxy=(106,431,258,441)
ad-title xyxy=(601,771,931,807)
